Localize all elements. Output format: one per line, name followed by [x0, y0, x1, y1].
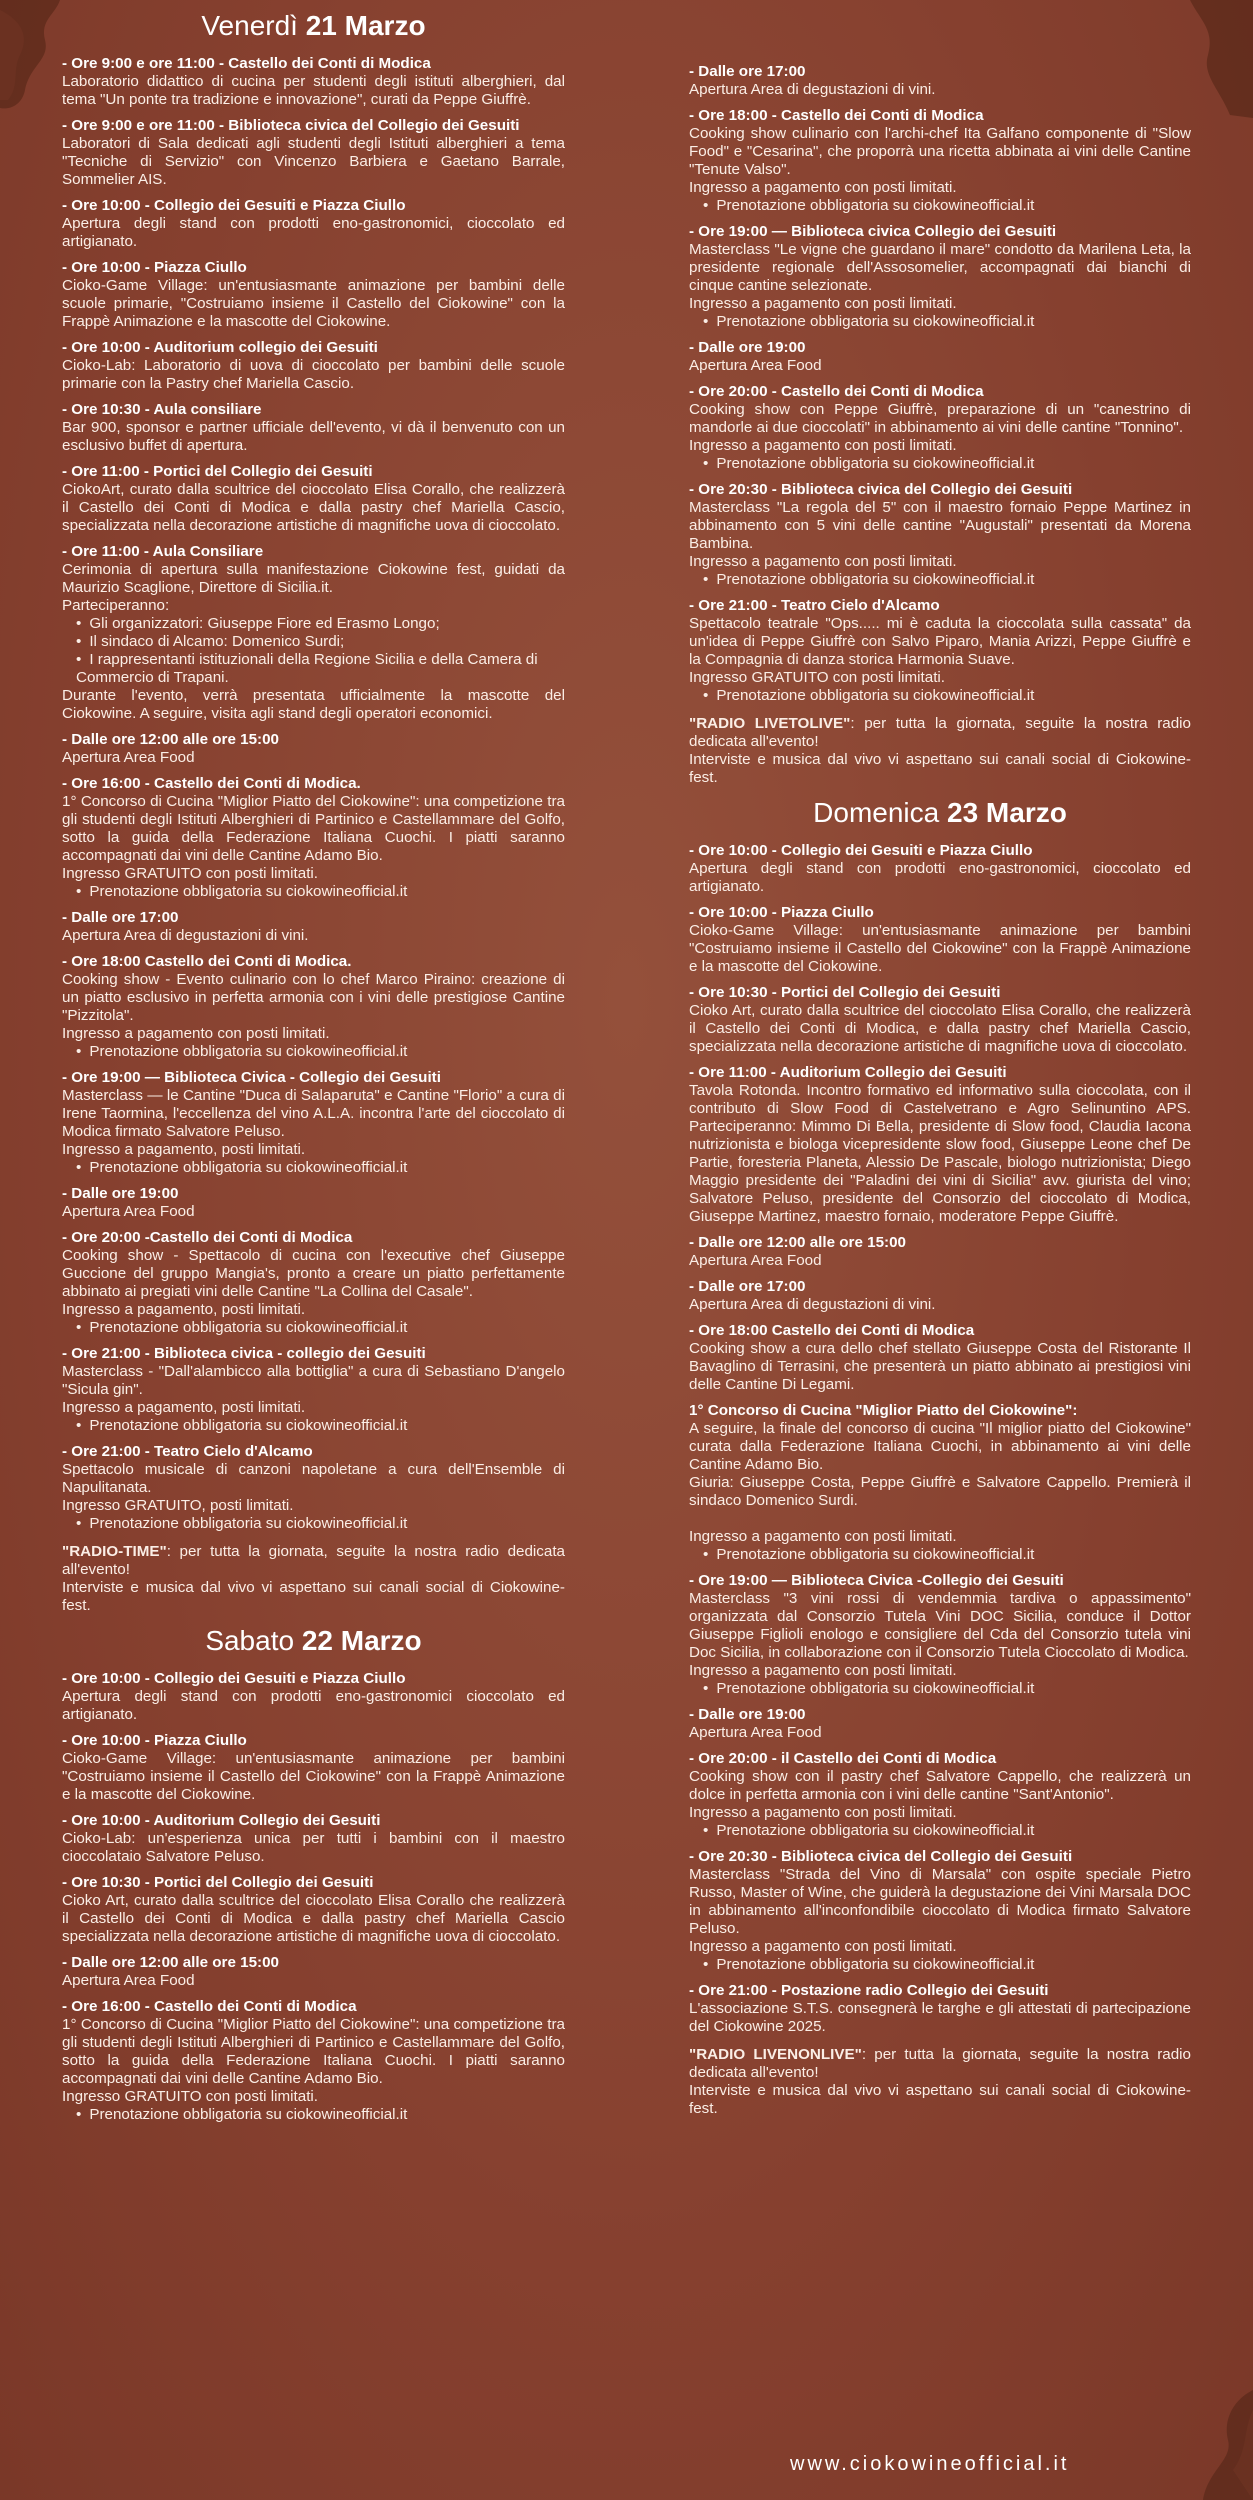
booking-note: • Prenotazione obbligatoria su ciokowineofficial.it [703, 313, 1191, 331]
event-item [62, 1669, 565, 1724]
event-text: Ingresso GRATUITO, posti limitati. [62, 1497, 294, 1514]
event-heading: - Ore 20:30 - Biblioteca civica del Collegio dei Gesuiti [689, 481, 1073, 498]
event-item [689, 62, 1191, 99]
event-heading: - Ore 19:00 — Biblioteca Civica -Collegio dei Gesuiti [689, 1572, 1064, 1589]
event-heading: - Ore 20:30 - Biblioteca civica del Collegio dei Gesuiti [689, 1848, 1073, 1865]
event-text: Ingresso a pagamento, posti limitati. [62, 1399, 306, 1416]
radio-after: Interviste e musica dal vivo vi aspettano sui canali social di Ciokowine-fest. [62, 1579, 565, 1614]
event-item [62, 1997, 565, 2124]
left-column [62, 0, 565, 2131]
event-item [689, 1233, 1191, 1270]
booking-note: • Prenotazione obbligatoria su ciokowineofficial.it [703, 1546, 1191, 1564]
event-item [689, 596, 1191, 705]
event-heading: - Ore 10:30 - Portici del Collegio dei Gesuiti [689, 984, 1001, 1001]
event-item [689, 338, 1191, 375]
booking-list [689, 1546, 1191, 1564]
event-heading: - Ore 10:00 - Collegio dei Gesuiti e Piazza Ciullo [62, 1670, 406, 1687]
event-text: Bar 900, sponsor e partner ufficiale dell'evento, vi dà il benvenuto con un esclusivo buffet di apertura. [62, 419, 565, 454]
event-item [62, 1068, 565, 1177]
event-text: Spettacolo teatrale "Ops..... mi è caduta la cioccolata sulla cassata" da un'idea di Peppe Giuffrè con Salvo Piparo, Mania Arizzi, Peppe Giuffrè e la Compagnia di danza storica Harmonia Suave. [689, 615, 1191, 668]
radio-note [62, 1543, 565, 1615]
radio-note [689, 2046, 1191, 2118]
event-item [689, 480, 1191, 589]
radio-text [689, 2046, 1191, 2082]
event-text: Cioko-Game Village: un'entusiasmante animazione per bambini "Costruiamo insieme il Castello del Ciokowine" con la Frappè Animazione e la mascotte del Ciokowine. [62, 1750, 565, 1803]
event-heading: - Ore 10:00 - Collegio dei Gesuiti e Piazza Ciullo [689, 842, 1033, 859]
event-item [62, 908, 565, 945]
radio-after: Interviste e musica dal vivo vi aspettano sui canali social di Ciokowine-fest. [689, 2082, 1191, 2117]
event-text: Ingresso a pagamento con posti limitati. [689, 553, 957, 570]
booking-list [62, 1515, 565, 1533]
event-heading: - Ore 10:00 - Piazza Ciullo [689, 904, 874, 921]
event-text: Apertura degli stand con prodotti eno-gastronomici, cioccolato ed artigianato. [689, 860, 1191, 895]
booking-list [62, 883, 565, 901]
event-heading: - Ore 21:00 - Teatro Cielo d'Alcamo [62, 1443, 313, 1460]
booking-note: • Prenotazione obbligatoria su ciokowineofficial.it [76, 1417, 565, 1435]
booking-note: • Prenotazione obbligatoria su ciokowineofficial.it [703, 571, 1191, 589]
event-text: Apertura Area di degustazioni di vini. [62, 927, 309, 944]
event-heading: - Ore 11:00 - Auditorium Collegio dei Gesuiti [689, 1064, 1007, 1081]
event-item [62, 1953, 565, 1990]
booking-list [62, 1043, 565, 1061]
event-text: Cioko-Game Village: un'entusiasmante animazione per bambini delle scuole primarie, "Costruiamo insieme il Castello del Ciokowine" con la Frappè Animazione e la mascotte del Ciokowine. [62, 277, 565, 330]
event-heading: - Ore 10:00 - Auditorium Collegio dei Gesuiti [62, 1812, 381, 1829]
event-text: Cioko Art, curato dalla scultrice del cioccolato Elisa Corallo, che realizzerà il Castello dei Conti di Modica, e dalla pastry chef Mariella Cascio, specializzata nella decorazione artistiche di magnifiche uova di cioccolato. [689, 1002, 1191, 1055]
booking-note: • Prenotazione obbligatoria su ciokowineofficial.it [703, 455, 1191, 473]
event-item [62, 774, 565, 901]
event-text: Apertura Area Food [689, 1724, 822, 1741]
booking-note: • Gli organizzatori: Giuseppe Fiore ed Erasmo Longo; [76, 615, 565, 633]
booking-list [689, 313, 1191, 331]
radio-desc: : per tutta la giornata, seguite la nostra radio dedicata all'evento! [689, 715, 1191, 750]
event-text: Cooking show con il pastry chef Salvatore Cappello, che realizzerà un dolce in perfetta armonia con i vini delle cantine "Sant'Antonio". [689, 1768, 1191, 1803]
event-text: Ingresso a pagamento con posti limitati. [689, 179, 957, 196]
day-date: 22 Marzo [301, 1625, 422, 1656]
event-item [62, 54, 565, 109]
radio-text [689, 715, 1191, 751]
event-item [689, 1401, 1191, 1564]
event-heading: - Dalle ore 17:00 [689, 1278, 806, 1295]
event-heading: - Ore 10:30 - Aula consiliare [62, 401, 262, 418]
event-item [62, 1873, 565, 1946]
day-title [62, 1625, 565, 1657]
radio-desc: : per tutta la giornata, seguite la nostra radio dedicata all'evento! [62, 1543, 565, 1578]
event-text [689, 1510, 1191, 1528]
event-text: Spettacolo musicale di canzoni napoletane a cura dell'Ensemble di Napulitanata. [62, 1461, 565, 1496]
event-text: Cooking show con Peppe Giuffrè, preparazione di un "canestrino di mandorle ai due cioccolati" in abbinamento ai vini delle cantine "Tonnino". [689, 401, 1191, 436]
booking-note: • Il sindaco di Alcamo: Domenico Surdi; [76, 633, 565, 651]
event-heading: - Ore 18:00 Castello dei Conti di Modica [689, 1322, 975, 1339]
booking-list [689, 687, 1191, 705]
event-item [689, 382, 1191, 473]
event-item [62, 1228, 565, 1337]
event-text: Cooking show - Evento culinario con lo chef Marco Piraino: creazione di un piatto esclusivo in perfetta armonia con i vini delle prestigiose Cantine "Pizzitola". [62, 971, 565, 1024]
event-text: Cooking show - Spettacolo di cucina con l'executive chef Giuseppe Guccione del gruppo Mangia's, pronto a creare un piatto perfettamente abbinato ai pregiati vini delle Cantine "La Collina del Casale". [62, 1247, 565, 1300]
event-heading: - Ore 21:00 - Postazione radio Collegio dei Gesuiti [689, 1982, 1049, 1999]
day-name: Domenica [813, 797, 947, 828]
event-item [62, 338, 565, 393]
day-date: 21 Marzo [305, 10, 426, 41]
event-item [62, 952, 565, 1061]
event-item [689, 1321, 1191, 1394]
day-title [689, 797, 1191, 829]
event-item [689, 903, 1191, 976]
radio-name: "RADIO LIVENONLIVE" [689, 2046, 862, 2063]
booking-list [689, 455, 1191, 473]
event-item [689, 106, 1191, 215]
event-text: Ingresso a pagamento con posti limitati. [62, 1025, 330, 1042]
booking-list [689, 1956, 1191, 1974]
event-text: Ingresso a pagamento con posti limitati. [689, 1938, 957, 1955]
event-text: Apertura Area Food [689, 1252, 822, 1269]
event-text: Ingresso a pagamento con posti limitati. [689, 1804, 957, 1821]
radio-after: Interviste e musica dal vivo vi aspettano sui canali social di Ciokowine-fest. [689, 751, 1191, 786]
radio-name: "RADIO LIVETOLIVE" [689, 715, 851, 732]
event-item [689, 1571, 1191, 1698]
event-item [689, 222, 1191, 331]
event-heading: - Ore 20:00 -Castello dei Conti di Modica [62, 1229, 353, 1246]
event-text: Masterclass "3 vini rossi di vendemmia tardiva o appassimento" organizzata dal Consorzio Tutela Vini DOC Sicilia, conduce il Dottor Giuseppe Figlioli enologo e consigliere del Cda del Consorzio tutela vini Doc Sicilia, in collaborazione con il Consorzio Tutela Cioccolato di Modica. [689, 1590, 1191, 1661]
event-text: Cioko-Game Village: un'entusiasmante animazione per bambini "Costruiamo insieme il Castello del Ciokowine" con la Frappè Animazione e la mascotte del Ciokowine. [689, 922, 1191, 975]
event-heading: - Ore 10:00 - Auditorium collegio dei Gesuiti [62, 339, 378, 356]
event-heading: - Ore 18:00 - Castello dei Conti di Modica [689, 107, 984, 124]
event-text: Cioko Art, curato dalla scultrice del cioccolato Elisa Corallo che realizzerà il Castello dei Conti di Modica e dalla pastry chef Mariella Cascio specializzata nella decorazione artistiche di magnifiche uova di cioccolato. [62, 1892, 565, 1945]
booking-note: • Prenotazione obbligatoria su ciokowineofficial.it [703, 1956, 1191, 1974]
event-text: Ingresso a pagamento con posti limitati. [689, 1662, 957, 1679]
event-item [62, 462, 565, 535]
event-item [62, 1184, 565, 1221]
chocolate-splash-bottom-right-icon [1163, 2390, 1253, 2500]
event-text: Durante l'evento, verrà presentata ufficialmente la mascotte del Ciokowine. A seguire, visita agli stand degli operatori economici. [62, 687, 565, 722]
event-text: Ingresso a pagamento, posti limitati. [62, 1301, 306, 1318]
event-heading: - Ore 11:00 - Aula Consiliare [62, 543, 264, 560]
event-text: Masterclass "Strada del Vino di Marsala" con ospite speciale Pietro Russo, Master of Wine, che guiderà la degustazione dei Vini Marsala DOC in abbinamento all'inconfondibile cioccolato di Modica firmato Salvatore Peluso. [689, 1866, 1191, 1937]
event-text: Masterclass — le Cantine "Duca di Salaparuta" e Cantine "Florio" a cura di Irene Taormina, l'eccellenza del vino A.L.A. incontra l'arte del cioccolato di Modica firmato Salvatore Peluso. [62, 1087, 565, 1140]
event-item [62, 1442, 565, 1533]
event-text: Ingresso a pagamento con posti limitati. [689, 1528, 957, 1545]
event-text: Apertura Area Food [62, 749, 195, 766]
event-text: Ingresso GRATUITO con posti limitati. [62, 865, 319, 882]
event-heading: 1° Concorso di Cucina "Miglior Piatto del Ciokowine": [689, 1402, 1078, 1419]
event-text: Apertura Area Food [689, 357, 822, 374]
event-item [62, 400, 565, 455]
booking-note: • Prenotazione obbligatoria su ciokowineofficial.it [76, 2106, 565, 2124]
booking-list [689, 571, 1191, 589]
event-text: 1° Concorso di Cucina "Miglior Piatto del Ciokowine": una competizione tra gli studenti degli Istituti Alberghieri di Partinico e Castellammare del Golfo, sotto la guida della Federazione Italiana Cuochi. I piatti saranno accompagnati dai vini delle Cantine Adamo Bio. [62, 2016, 565, 2087]
event-text: Cioko-Lab: Laboratorio di uova di cioccolato per bambini delle scuole primarie con la Pastry chef Mariella Cascio. [62, 357, 565, 392]
event-text: Masterclass "La regola del 5" con il maestro fornaio Peppe Martinez in abbinamento con 5 vini delle cantine "Augustali" presentati da Morena Bambina. [689, 499, 1191, 552]
event-text: Ingresso GRATUITO con posti limitati. [689, 669, 946, 686]
event-heading: - Ore 16:00 - Castello dei Conti di Modica [62, 1998, 357, 2015]
booking-list [689, 197, 1191, 215]
booking-list [689, 1680, 1191, 1698]
event-text: CiokoArt, curato dalla scultrice del cioccolato Elisa Corallo, che realizzerà il Castello dei Conti di Modica e dalla pastry chef Mariella Cascio, specializzata nella decorazione artistiche di magnifiche uova di cioccolato. [62, 481, 565, 534]
event-text: Apertura degli stand con prodotti eno-gastronomici, cioccolato ed artigianato. [62, 215, 565, 250]
event-text: Ingresso a pagamento con posti limitati. [689, 295, 957, 312]
booking-note: • Prenotazione obbligatoria su ciokowineofficial.it [703, 1822, 1191, 1840]
event-text: Ingresso a pagamento, posti limitati. [62, 1141, 306, 1158]
event-heading: - Dalle ore 17:00 [689, 63, 806, 80]
event-heading: - Dalle ore 12:00 alle ore 15:00 [689, 1234, 906, 1251]
day-date: 23 Marzo [947, 797, 1067, 828]
event-text: Cooking show culinario con l'archi-chef Ita Galfano componente di "Slow Food" e "Cesarina", che proporrà una ricetta abbinata ai vini delle Cantine "Tenute Valso". [689, 125, 1191, 178]
event-item [62, 258, 565, 331]
radio-text [62, 1543, 565, 1579]
event-item [689, 1749, 1191, 1840]
event-heading: - Ore 16:00 - Castello dei Conti di Modica. [62, 775, 361, 792]
event-heading: - Ore 11:00 - Portici del Collegio dei Gesuiti [62, 463, 373, 480]
event-item [62, 196, 565, 251]
event-text: Ingresso GRATUITO con posti limitati. [62, 2088, 319, 2105]
booking-note: • Prenotazione obbligatoria su ciokowineofficial.it [703, 1680, 1191, 1698]
event-text: Laboratorio didattico di cucina per studenti degli istituti alberghieri, dal tema "Un ponte tra tradizione e innovazione", curati da Peppe Giuffrè. [62, 73, 565, 108]
booking-note: • Prenotazione obbligatoria su ciokowineofficial.it [703, 197, 1191, 215]
event-heading: - Ore 20:00 - Castello dei Conti di Modica [689, 383, 984, 400]
day-name: Venerdì [201, 10, 306, 41]
event-heading: - Dalle ore 12:00 alle ore 15:00 [62, 1954, 279, 1971]
event-heading: - Ore 9:00 e ore 11:00 - Castello dei Conti di Modica [62, 55, 431, 72]
radio-note [689, 715, 1191, 787]
event-heading: - Ore 10:00 - Piazza Ciullo [62, 259, 247, 276]
event-text: Apertura Area Food [62, 1203, 195, 1220]
radio-name: "RADIO-TIME" [62, 1543, 167, 1560]
event-item [689, 1847, 1191, 1974]
event-heading: - Ore 21:00 - Biblioteca civica - collegio dei Gesuiti [62, 1345, 426, 1362]
booking-note: • Prenotazione obbligatoria su ciokowineofficial.it [76, 1043, 565, 1061]
event-item [689, 1981, 1191, 2036]
event-item [689, 841, 1191, 896]
booking-note: • Prenotazione obbligatoria su ciokowineofficial.it [76, 883, 565, 901]
event-text: Apertura Area di degustazioni di vini. [689, 1296, 936, 1313]
event-item [62, 1344, 565, 1435]
day-title [62, 10, 565, 42]
event-heading: - Ore 10:00 - Collegio dei Gesuiti e Piazza Ciullo [62, 197, 406, 214]
booking-note: • Prenotazione obbligatoria su ciokowineofficial.it [703, 687, 1191, 705]
booking-note: • Prenotazione obbligatoria su ciokowineofficial.it [76, 1319, 565, 1337]
event-text: Masterclass "Le vigne che guardano il mare" condotto da Marilena Leta, la presidente regionale dell'Assosomelier, accompagnati dai bianchi di cinque cantine selezionate. [689, 241, 1191, 294]
booking-list [62, 615, 565, 687]
event-text: Apertura Area Food [62, 1972, 195, 1989]
booking-note: • Prenotazione obbligatoria su ciokowineofficial.it [76, 1515, 565, 1533]
event-heading: - Dalle ore 19:00 [689, 339, 806, 356]
event-text: Apertura degli stand con prodotti eno-gastronomici cioccolato ed artigianato. [62, 1688, 565, 1723]
event-item [689, 983, 1191, 1056]
booking-list [689, 1822, 1191, 1840]
event-heading: - Ore 21:00 - Teatro Cielo d'Alcamo [689, 597, 940, 614]
event-heading: - Dalle ore 19:00 [689, 1706, 806, 1723]
event-heading: - Ore 19:00 — Biblioteca civica Collegio dei Gesuiti [689, 223, 1057, 240]
booking-note: • I rappresentanti istituzionali della Regione Sicilia e della Camera di Commercio di Trapani. [76, 651, 565, 687]
event-item [62, 116, 565, 189]
event-text: L'associazione S.T.S. consegnerà le targhe e gli attestati di partecipazione del Ciokowine 2025. [689, 2000, 1191, 2035]
event-item [62, 1731, 565, 1804]
booking-list [62, 2106, 565, 2124]
event-text: Cioko-Lab: un'esperienza unica per tutti i bambini con il maestro cioccolataio Salvatore Peluso. [62, 1830, 565, 1865]
event-item [62, 542, 565, 723]
right-column [689, 62, 1191, 2118]
booking-list [62, 1319, 565, 1337]
event-heading: - Ore 20:00 - il Castello dei Conti di Modica [689, 1750, 997, 1767]
radio-desc: : per tutta la giornata, seguite la nostra radio dedicata all'evento! [689, 2046, 1191, 2081]
event-heading: - Dalle ore 17:00 [62, 909, 179, 926]
event-text: Cerimonia di apertura sulla manifestazione Ciokowine fest, guidati da Maurizio Scaglione, Direttore di Sicilia.it. [62, 561, 565, 596]
event-item [62, 730, 565, 767]
event-heading: - Ore 18:00 Castello dei Conti di Modica. [62, 953, 352, 970]
event-heading: - Ore 10:30 - Portici del Collegio dei Gesuiti [62, 1874, 374, 1891]
booking-note: • Prenotazione obbligatoria su ciokowineofficial.it [76, 1159, 565, 1177]
event-heading: - Dalle ore 12:00 alle ore 15:00 [62, 731, 279, 748]
event-item [689, 1705, 1191, 1742]
booking-list [62, 1417, 565, 1435]
event-text: 1° Concorso di Cucina "Miglior Piatto del Ciokowine": una competizione tra gli studenti degli Istituti Alberghieri di Partinico e Castellammare del Golfo, sotto la guida della Federazione Italiana Cuochi. I piatti saranno accompagnati dai vini delle Cantine Adamo Bio. [62, 793, 565, 864]
event-heading: - Dalle ore 19:00 [62, 1185, 179, 1202]
footer-website-link[interactable]: www.ciokowineofficial.it [790, 2453, 1070, 2475]
event-text: Giuria: Giuseppe Costa, Peppe Giuffrè e Salvatore Cappello. Premierà il sindaco Domenico Surdi. [689, 1474, 1191, 1509]
day-name: Sabato [205, 1625, 302, 1656]
event-text: Parteciperanno: [62, 597, 170, 614]
event-heading: - Ore 19:00 — Biblioteca Civica - Collegio dei Gesuiti [62, 1069, 441, 1086]
event-heading: - Ore 9:00 e ore 11:00 - Biblioteca civica del Collegio dei Gesuiti [62, 117, 520, 134]
event-text: Laboratori di Sala dedicati agli studenti degli Istituti alberghieri a tema "Tecniche di Servizio" con Vincenzo Barbiera e Gaetano Barrale, Sommelier AIS. [62, 135, 565, 188]
event-text: Ingresso a pagamento con posti limitati. [689, 437, 957, 454]
event-item [62, 1811, 565, 1866]
event-text: Apertura Area di degustazioni di vini. [689, 81, 936, 98]
event-item [689, 1063, 1191, 1226]
event-item [689, 1277, 1191, 1314]
event-heading: - Ore 10:00 - Piazza Ciullo [62, 1732, 247, 1749]
event-text: Cooking show a cura dello chef stellato Giuseppe Costa del Ristorante Il Bavaglino di Terrasini, che presenterà un piatto abbinato ai prestigiosi vini delle Cantine Di Legami. [689, 1340, 1191, 1393]
event-text: A seguire, la finale del concorso di cucina "Il miglior piatto del Ciokowine" curata dalla Federazione Italiana Cuochi, in abbinamento ai vini delle Cantine Adamo Bio. [689, 1420, 1191, 1473]
event-text: Masterclass - "Dall'alambicco alla bottiglia" a cura di Sebastiano D'angelo "Sicula gin". [62, 1363, 565, 1398]
booking-list [62, 1159, 565, 1177]
event-text: Tavola Rotonda. Incontro formativo ed informativo sulla cioccolata, con il contributo di Slow Food di Castelvetrano e Agro Selinuntino APS. Parteciperanno: Mimmo Di Bella, presidente di Slow food, Claudia Iacona nutrizionista e biologa vicepresidente slow food, Giuseppe Leone chef De Partie, foresteria Planeta, Alessio De Pascale, biologo nutrizionista; Diego Maggio presidente dei "Paladini dei vini di Sicilia" avv. giurista del vino; Salvatore Peluso, presidente del Consorzio del cioccolato di Modica, Giuseppe Martinez, maestro fornaio, moderatore Peppe Giuffrè. [689, 1082, 1191, 1225]
